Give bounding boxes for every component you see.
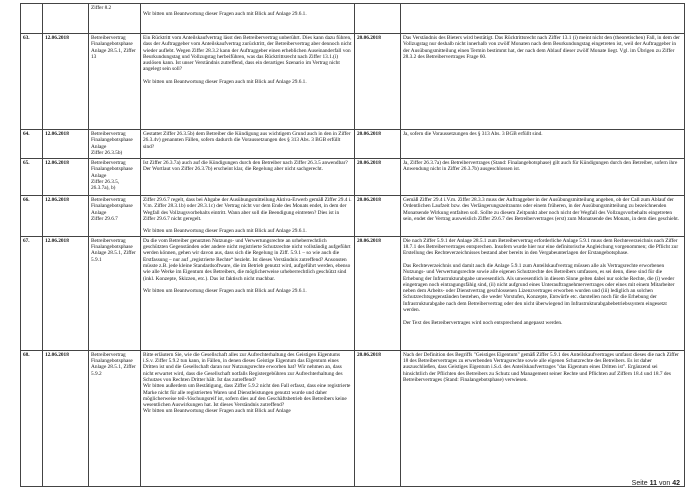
table-row: [21, 130, 685, 159]
document-reference: Betreibervertrag Finalangebotsphase Anlage Ziffer 26.3.5, 26.3.7a), b): [89, 159, 141, 196]
table-row: [21, 350, 685, 486]
document-page: [20, 3, 684, 487]
question-text: [141, 130, 355, 159]
document-reference: Betreibervertrag Finalangebotsphase Anlage 28.5.1, Ziffer 13: [89, 34, 141, 130]
answer-date: 20.06.2018: [355, 236, 401, 350]
question-date: 12.06.2018: [43, 159, 89, 196]
answer-paragraph: Die nach Ziffer 5.9.1 der Anlage 28.5.1 zum Betreibervertrag erforderliche Anlage 5.9.1 muss dem Rechteverzeichnis nach Ziffer 18.7.1 des Betreibervertrages entsprechen. Insofern wurde hier nur eine definitorische Angleichung vorgenommen; die Pflicht zur Erstellung des Rechteverzeichnisses bestand aber bereits in den Vergabeunterlagen der Erstangebotsphase.: [403, 237, 679, 257]
footer-total-pages: 42: [672, 480, 680, 487]
table-row: [21, 34, 685, 130]
question-paragraph: Wir bitten um Beantwortung dieser Fragen auch mit Blick auf Anlage 29.6.1.: [143, 228, 307, 235]
question-paragraph: Wir bitten um Beantwortung dieser Fragen auch mit Blick auf Anlage 29.6.1.: [143, 79, 307, 86]
question-paragraph: Ist Ziffer 26.3.7a) auch auf die Kündigungen durch den Betreiber nach Ziffer 26.3.5 anwendbar? Der Wortlaut von Ziffer 26.3.7b) erscheint klar, die Regelung aber nicht sachgerecht.: [143, 160, 348, 173]
question-text: [141, 236, 355, 350]
question-number: 67.: [21, 236, 43, 350]
document-reference: Betreibervertrag Finalangebotsphase Anlage Ziffer 26.3.5b): [89, 130, 141, 159]
question-date: 12.06.2018: [43, 130, 89, 159]
question-text: [141, 350, 355, 486]
question-number: 63.: [21, 34, 43, 130]
document-reference: Betreibervertrag Finalangebotsphase Anlage 28.5.1, Ziffer 5.9.1: [89, 236, 141, 350]
table-row: [21, 236, 685, 350]
answer-paragraph: Nach der Definition des Begriffs "Geistiges Eigentum" gemäß Ziffer 5.9.1 des Anteilskaufvertrages umfasst dieses die nach Ziffer 18 des Betreibervertrages zu erwerbenden Vertragsrechte sowie alle eigenen Schutzrechte des Betreibers. Es ist daher auszuschließen, dass Geistiges Eigentum i.S.d. des Anteilskaufvertrages "das Eigentum eines Dritten ist". Ergänzend sei hinsichtlich der Pflichten des Betreibers zu Schutz und Management seiner Rechte und Pflichten auf Ziffern 18.4 und 18.7 des Betreibervertrages (Stand: Finalangebotsphase) verwiesen.: [403, 351, 679, 383]
question-number: 64.: [21, 130, 43, 159]
answer-text: [401, 350, 685, 486]
question-paragraph: Wir bitten um Beantwortung dieser Fragen auch mit Blick auf Anlage 29.6.1.: [143, 11, 307, 18]
answer-text: [401, 34, 685, 130]
page-footer: [632, 480, 680, 487]
answer-text: [401, 196, 685, 237]
question-paragraph: Ziffer 29.6.7 regelt, dass bei Abgabe der Ausübungsmitteilung Aktiva-Erwerb gemäß Ziffer 29.4 i. V.m. Ziffer 28.3.1b) oder 28.3.1c) der Vertrag nicht vor dem Ende des Monats endet, in dem der Wegfall des Vollzugsvorbehalts eintritt. Wann aber soll die Beendigung eintreten? Dies ist in Ziffer 29.6.7 nicht geregelt.: [143, 197, 352, 222]
footer-page-number: 11: [649, 480, 657, 487]
answer-date: 20.06.2018: [355, 130, 401, 159]
question-date: 12.06.2018: [43, 34, 89, 130]
qa-table: [20, 3, 685, 487]
question-paragraph: Wir bitten um Beantwortung dieser Fragen auch mit Blick auf Anlage 29.6.1.: [143, 288, 307, 295]
answer-text: [401, 4, 685, 34]
answer-date: 20.06.2018: [355, 350, 401, 486]
answer-date: 20.06.2018: [355, 159, 401, 196]
question-date: [43, 4, 89, 34]
question-date: 12.06.2018: [43, 350, 89, 486]
answer-date: 20.06.2018: [355, 196, 401, 237]
footer-prefix: Seite: [631, 480, 648, 487]
answer-paragraph: Das Verständnis des Bieters wird bestätigt. Das Rücktrittsrecht nach Ziffer 13.1 (i) meint nicht den (theoretischen) Fall, in dem der Vollzugstag nur deshalb nicht innerhalb von zwölf Monaten nach dem Beurkundungstag eingetreten ist, weil der Auftraggeber in der Ausübungsmitteilung einen Termin bestimmt hat, der nach dem Ablauf dieser zwölf Monate liegt. Vgl. im Übrigen zu Ziffer 28.3.2 des Betreibervertrages Frage 60.: [403, 35, 680, 60]
question-paragraph: Da die vom Betreiber genutzten Nutzungs- und Verwertungsrechte an urheberrechtlich geschützten Gegenständen oder andere nicht registrierte Schutzrechte nicht vollständig aufgeführt werden können, gehen wir davon aus, dass sich die Regelung in Ziff. 5.9.1 – so wie auch die Erstfassung – nur auf „registrierte Rechte“ bezieht. Ist dieses Verständnis zutreffend? Ansonsten müsste z.B. jede kleine Standardsoftware, die im Betrieb genutzt wird, aufgeführt werden, ebenso wie alle Werke im Eigentum des Betreibers, die möglicherweise urheberrechtlich geschützt sind (inkl. Konzepte, Skizzen, etc.). Das ist faktisch nicht machbar.: [143, 237, 351, 282]
answer-paragraph: Ja, sofern die Voraussetzungen des § 313 Abs. 3 BGB erfüllt sind.: [403, 131, 543, 137]
answer-date: 20.06.2018: [355, 34, 401, 130]
question-paragraph: Ein Rücktritt vom Anteilskaufvertrag lässt den Betreibervertrag unberührt. Dies kann dazu führen, dass der Auftraggeber vom Anteilskaufvertrag zurücktritt, der Betreibervertrag aber dennoch nicht wieder auflebt. Wegen Ziffer 28.3.2 kann der Auftraggeber einen erheblichen Auseinanderfall von Beurkundungstag und Vollzugstag herbeiführen, was das Rücktrittsrecht nach Ziffer 13.1.(i) auslösen kann. Ist unser Verständnis zutreffend, dass ein derartiges Szenario im Vertrag nicht angelegt sein soll?: [143, 35, 352, 73]
document-reference: Betreibervertrag Finalangebotsphase Anlage 28.5.1, Ziffer 5.9.2: [89, 350, 141, 486]
answer-paragraph: Das Rechteverzeichnis und damit auch die Anlage 5.9.1 zum Anteilskaufvertrag müssen alle als Vertragsrechte erworbenen Nutzungs- und Verwertungsrechte sowie alle eigenen Schutzrechte des Betreibers umfassen, es sei denn, diese sind für die Erhebung der Infrastrukturabgabe unwesentlich. Als unwesentlich in diesem Sinne gelten dabei nur solche Rechte, die (i) weder eingetragen noch eintragungsfähig sind, (ii) nicht aufgrund eines Unterauftragnehmervertrages oder eines mit einem Mitarbeiter neben dem Arbeits- oder Dienstvertrag geschlossenen Lizenzvertrages erworben wurden und (iii) lediglich an solchen Schutzrechtsgegenständen bestehen, die weder Vorstufen, Konzepte, Entwürfe etc. darstellen noch für die Erhebung der Infrastrukturabgabe nach dem Betreibervertrag oder den nicht überwiegend im Infrastrukturabgabebetriebssystem eingesetzt werden.: [403, 262, 675, 314]
answer-paragraph: Ja, Ziffer 26.3.7a) des Betreibervertrages (Stand: Finalangebotsphase) gilt auch für Kündigungen durch den Betreiber, sofern ihre Anwendung nicht in Ziffer 26.3.7b) ausgeschlossen ist.: [403, 160, 678, 173]
question-number: 65.: [21, 159, 43, 196]
question-paragraph: Bitte erläutern Sie, wie die Gesellschaft alles zur Aufrechterhaltung des Geistigen Eigentums i.S.v. Ziffer 5.9.2 tun kann, in Fällen, in denen dieses Geistige Eigentum das Eigentum eines Dritten ist und die Gesellschaft daran nur Nutzungsrechte erworben hat? Wir nehmen an, dass nicht erwartet wird, dass die Gesellschaft notfalls Registergebühren zur Aufrechterhaltung des Schutzes von Rechten Dritter hält. Ist das zutreffend? Wir bitten außerdem um Bestätigung, dass Ziffer 5.9.2 nicht den Fall erfasst, dass eine registrierte Marke nicht für alle registrierten Waren und Dienstleistungen genutzt wurde und daher möglicherweise teil-/löschungsreif ist, sofern dies auf den Geschäftsbetrieb des Betreibers keine wesentlichen Auswirkungen hat. Ist dieses Verständnis zutreffend? Wir bitten um Beantwortung dieser Fragen auch mit Blick auf Anlage: [143, 351, 351, 415]
question-text: [141, 159, 355, 196]
footer-middle: von: [658, 480, 671, 487]
question-number: 68.: [21, 350, 43, 486]
answer-paragraph: Der Text des Betreibervertrages wird noch entsprechend angepasst werden.: [403, 319, 563, 326]
question-text: [141, 34, 355, 130]
table-row: [21, 159, 685, 196]
question-paragraph: Gestattet Ziffer 26.3.5b) dem Betreiber die Kündigung aus wichtigem Grund auch in den in Ziffer 26.3.4v) genannten Fällen, sofern dadurch die Voraussetzungen des § 313 Abs. 3 BGB erfüllt sind?: [143, 131, 351, 150]
question-number: 66.: [21, 196, 43, 237]
question-date: 12.06.2018: [43, 196, 89, 237]
qa-table-body: [21, 4, 685, 487]
question-text: [141, 196, 355, 237]
document-reference: Ziffer 8.2: [89, 4, 141, 34]
table-row: [21, 4, 685, 34]
document-reference: Betreibervertrag Finalangebotsphase Anlage Ziffer 29.6.7: [89, 196, 141, 237]
answer-paragraph: Gemäß Ziffer 29.4 i.V.m. Ziffer 28.3.3 muss der Auftraggeber in der Ausübungsmitteilung angeben, ob der Call zum Ablauf der Ordentlichen Laufzeit bzw. des Verlängerungszeitraums oder einem früheren, in der Ausübungsmitteilung zu bezeichnenden Monatsende Wirkung entfalten soll. Sollte zu diesem Zeitpunkt aber noch nicht der Wegfall des Vollzugsvorbehalts eingetreten sein, endet der Vertrag ausweislich Ziffer 29.6.7 des Betreibervertrages (erst) zum Monatsende des Monats, in dem dies geschieht.: [403, 197, 680, 222]
table-row: [21, 196, 685, 237]
answer-date: [355, 4, 401, 34]
answer-text: [401, 130, 685, 159]
answer-text: [401, 236, 685, 350]
answer-text: [401, 159, 685, 196]
question-date: 12.06.2018: [43, 236, 89, 350]
question-text: [141, 4, 355, 34]
question-number: [21, 4, 43, 34]
